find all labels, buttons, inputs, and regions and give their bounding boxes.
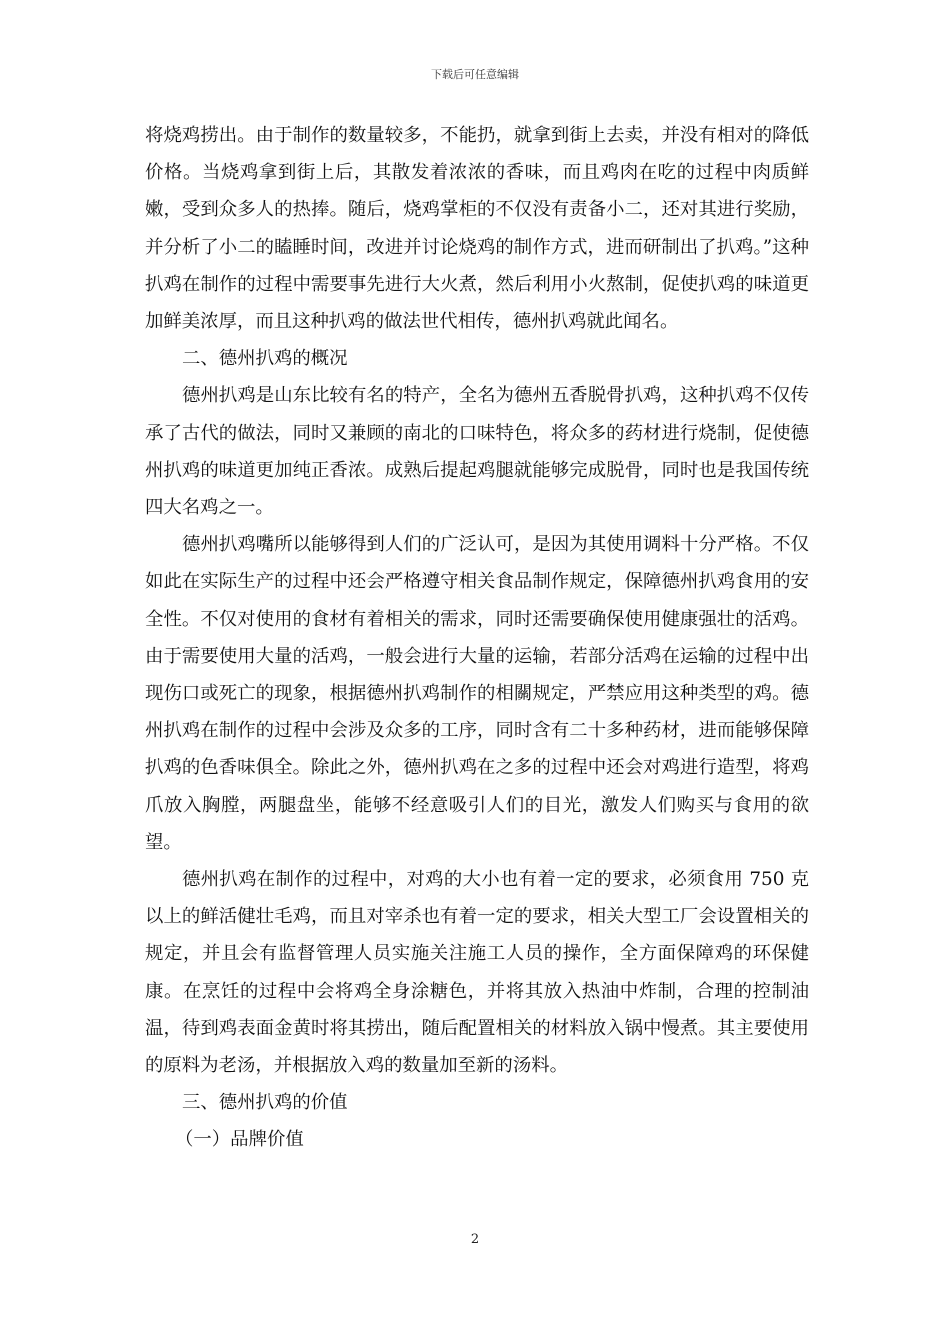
subsection-heading-brand-value: （一）品牌价值: [175, 1129, 304, 1151]
page-header: 下载后可任意编辑: [431, 68, 519, 81]
page-number: 2: [470, 1232, 480, 1247]
section-heading-value: 三、德州扒鸡的价值: [182, 1092, 348, 1114]
section-heading-overview: 二、德州扒鸡的概况: [182, 348, 348, 370]
paragraph: 德州扒鸡在制作的过程中，对鸡的大小也有着一定的要求，必须食用 750 克以上的鲜活健壮毛鸡，而且对宰杀也有着一定的要求，相关大型工厂会设置相关的规定，并且会有监督管理人员实施关注施工人员的操作，全方面保障鸡的环保健康。在烹饪的过程中会将鸡全身涂糖色，并将其放入热油中炸制，合理的控制油温，待到鸡表面金黄时将其捞出，随后配置相关的材料放入锅中慢煮。其主要使用的原料为老汤，并根据放入鸡的数量加至新的汤料。: [145, 869, 809, 1077]
body-text: [145, 117, 809, 1159]
paragraph: 德州扒鸡是山东比较有名的特产，全名为德州五香脱骨扒鸡，这种扒鸡不仅传承了古代的做法，同时又兼顾的南北的口味特色，将众多的药材进行烧制，促使德州扒鸡的味道更加纯正香浓。成熟后提起鸡腿就能够完成脱骨，同时也是我国传统四大名鸡之一。: [145, 385, 809, 519]
paragraph-continuation: 将烧鸡捞出。由于制作的数量较多，不能扔，就拿到街上去卖，并没有相对的降低价格。当烧鸡拿到街上后，其散发着浓浓的香味，而且鸡肉在吃的过程中肉质鲜嫩，受到众多人的热捧。随后，烧鸡掌柜的不仅没有责备小二，还对其进行奖励，并分析了小二的瞌睡时间，改进并讨论烧鸡的制作方式，进而研制出了扒鸡。”这种扒鸡在制作的过程中需要事先进行大火煮，然后利用小火熬制，促使扒鸡的味道更加鲜美浓厚，而且这种扒鸡的做法世代相传，德州扒鸡就此闻名。: [145, 125, 809, 333]
paragraph: 德州扒鸡嘴所以能够得到人们的广泛认可，是因为其使用调料十分严格。不仅如此在实际生产的过程中还会严格遵守相关食品制作规定，保障德州扒鸡食用的安全性。不仅对使用的食材有着相关的需求，同时还需要确保使用健康强壮的活鸡。由于需要使用大量的活鸡，一般会进行大量的运输，若部分活鸡在运输的过程中出现伤口或死亡的现象，根据德州扒鸡制作的相關规定，严禁应用这种类型的鸡。德州扒鸡在制作的过程中会涉及众多的工序，同时含有二十多种药材，进而能够保障扒鸡的色香味俱全。除此之外，德州扒鸡在之多的过程中还会对鸡进行造型，将鸡爪放入胸膛，两腿盘坐，能够不经意吸引人们的目光，激发人们购买与食用的欲望。: [145, 534, 809, 853]
